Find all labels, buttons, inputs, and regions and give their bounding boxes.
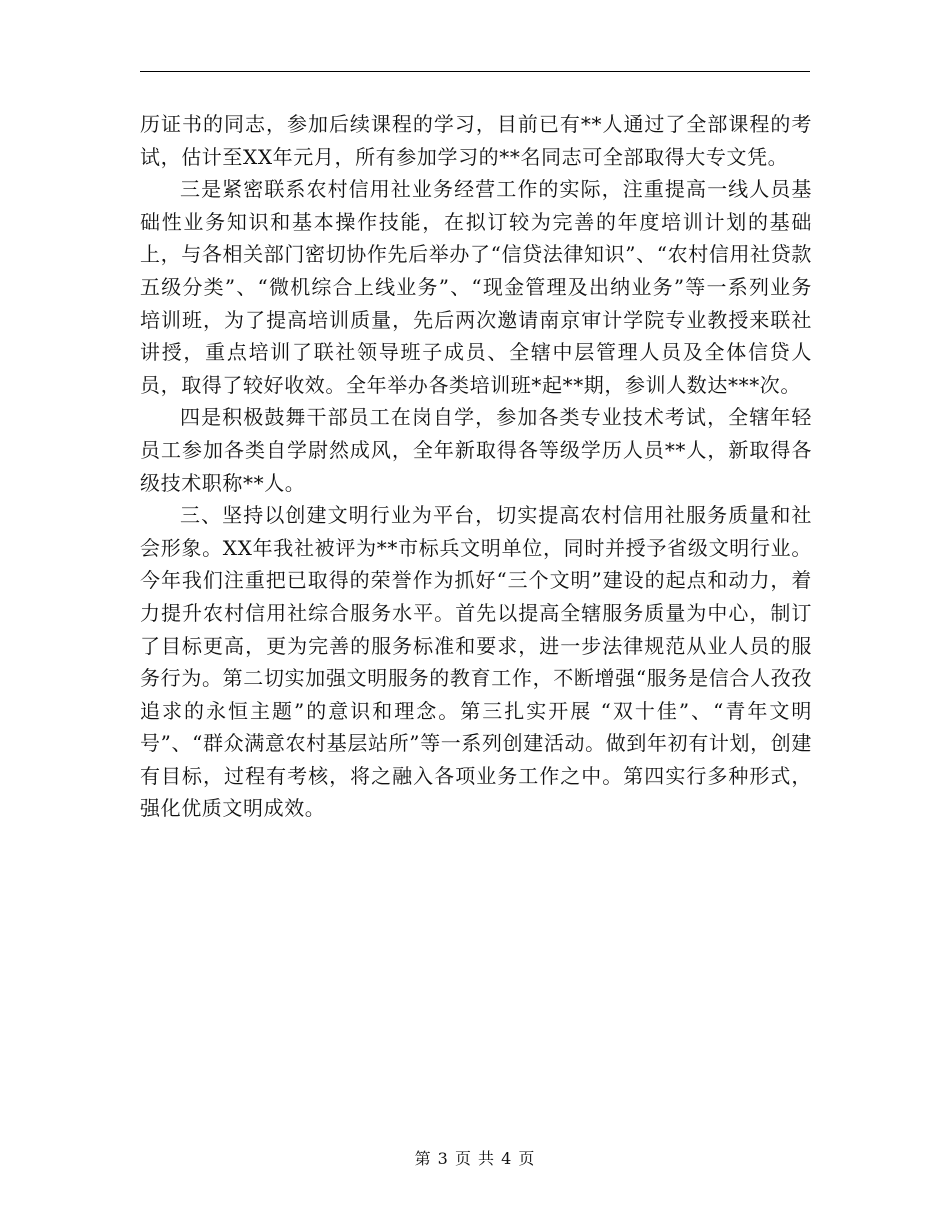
paragraph-civilization: 三、坚持以创建文明行业为平台，切实提高农村信用社服务质量和社会形象。XX年我社被评为**市标兵文明单位，同时并授予省级文明行业。今年我们注重把已取得的荣誉作为抓好“三个文明”建设的起点和动力，着力提升农村信用社综合服务水平。首先以提高全辖服务质量为中心，制订了目标更高，更为完善的服务标准和要求，进一步法律规范从业人员的服务行为。第二切实加强文明服务的教育工作，不断增强“服务是信合人孜孜追求的永恒主题”的意识和理念。第三扎实开展 “双十佳”、“青年文明号”、“群众满意农村基层站所”等一系列创建活动。做到年初有计划，创建有目标，过程有考核，将之融入各项业务工作之中。第四实行多种形式，强化优质文明成效。 xyxy=(140,503,812,821)
document-body xyxy=(140,108,812,825)
paragraph-self-study: 四是积极鼓舞干部员工在岗自学，参加各类专业技术考试，全辖年轻员工参加各类自学尉然成风，全年新取得各等级学历人员**人，新取得各级技术职称**人。 xyxy=(140,405,812,495)
paragraph-training: 三是紧密联系农村信用社业务经营工作的实际，注重提高一线人员基础性业务知识和基本操作技能，在拟订较为完善的年度培训计划的基础上，与各相关部门密切协作先后举办了“信贷法律知识”、“农村信用社贷款五级分类”、“微机综合上线业务”、“现金管理及出纳业务”等一系列业务培训班，为了提高培训质量，先后两次邀请南京审计学院专业教授来联社讲授，重点培训了联社领导班子成员、全辖中层管理人员及全体信贷人员，取得了较好收效。全年举办各类培训班*起**期，参训人数达***次。 xyxy=(140,177,812,397)
header-rule xyxy=(140,71,810,72)
page-number-footer: 第 3 页 共 4 页 xyxy=(414,1149,536,1168)
paragraph-continuation: 历证书的同志，参加后续课程的学习，目前已有**人通过了全部课程的考试，估计至XX年元月，所有参加学习的**名同志可全部取得大专文凭。 xyxy=(140,112,812,169)
